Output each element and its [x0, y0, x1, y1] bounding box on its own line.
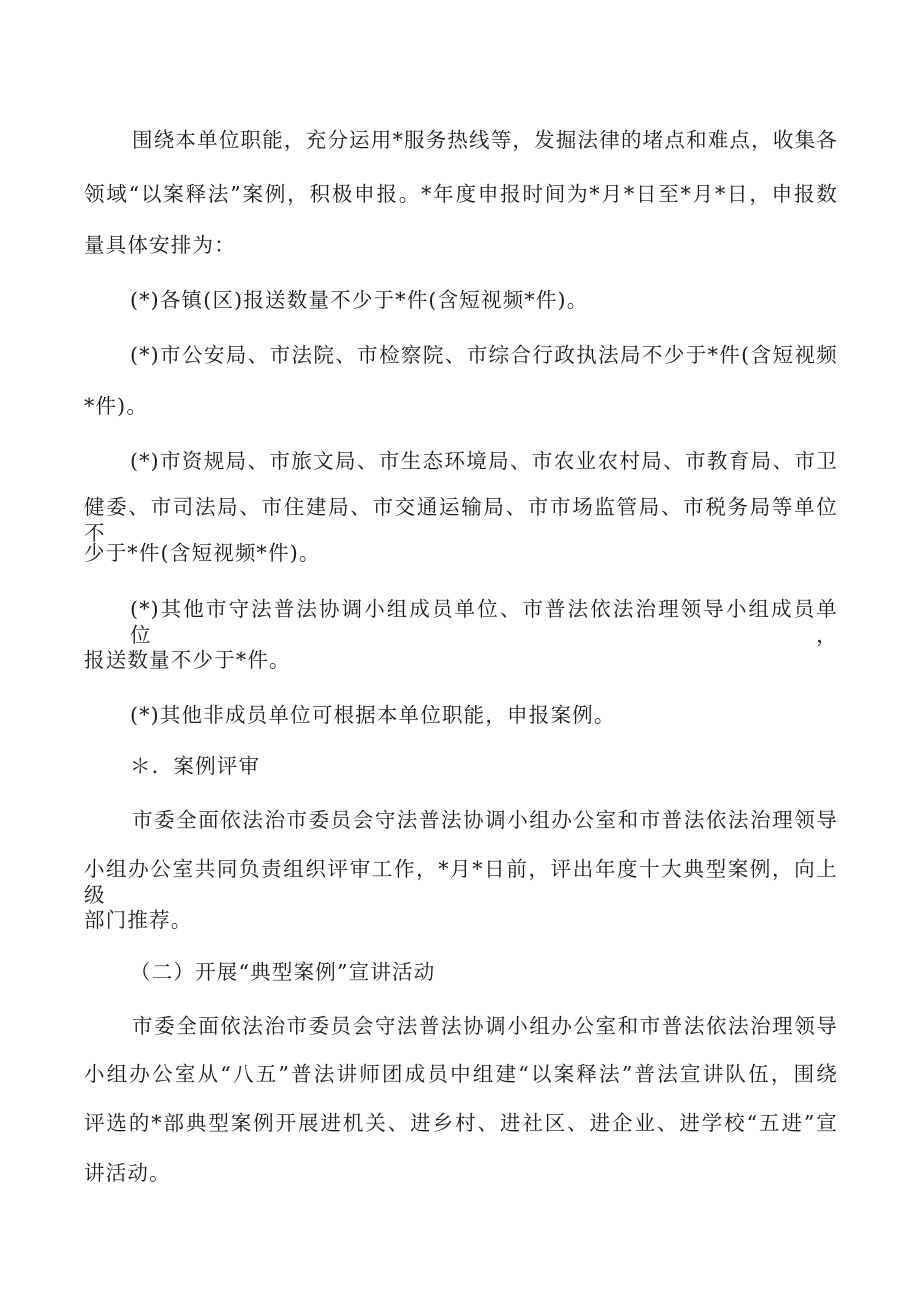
- paragraph-intro-line-3: 量具体安排为：: [84, 233, 236, 257]
- list-item-3-line-1: (*)市资规局、市旅文局、市生态环境局、市农业农村局、市教育局、市卫: [130, 449, 838, 473]
- paragraph-intro-line-2: 领域“以案释法”案例，积极申报。*年度申报时间为*月*日至*月*日，申报数: [84, 182, 838, 206]
- list-item-3-line-3: 少于*件(含短视频*件)。: [84, 541, 321, 565]
- list-item-4-line-2: 报送数量不少于*件。: [84, 648, 291, 672]
- list-item-2-line-1: (*)市公安局、市法院、市检察院、市综合行政执法局不少于*件(含短视频: [130, 343, 838, 367]
- section-heading-case-review: ＊．案例评审: [130, 754, 261, 778]
- paragraph-intro-line-1: 围绕本单位职能，充分运用*服务热线等，发掘法律的堵点和难点，收集各: [132, 128, 838, 152]
- review-body-line-3: 部门推荐。: [84, 908, 193, 932]
- list-item-1: (*)各镇(区)报送数量不少于*件(含短视频*件)。: [130, 288, 589, 312]
- list-item-2-line-2: *件)。: [84, 394, 149, 418]
- review-body-line-1: 市委全面依法治市委员会守法普法协调小组办公室和市普法依法治理领导: [132, 808, 838, 832]
- section-heading-activity: （二）开展“典型案例”宣讲活动: [130, 960, 436, 984]
- review-body-line-2: 小组办公室共同负责组织评审工作，*月*日前，评出年度十大典型案例，向上级: [84, 857, 838, 907]
- list-item-4-line-1: (*)其他市守法普法协调小组成员单位、市普法依法治理领导小组成员单位，: [130, 597, 838, 647]
- activity-body-line-4: 讲活动。: [84, 1161, 171, 1185]
- list-item-5: (*)其他非成员单位可根据本单位职能，申报案例。: [130, 703, 616, 727]
- activity-body-line-3: 评选的*部典型案例开展进机关、进乡村、进社区、进企业、进学校“五进”宣: [84, 1111, 838, 1135]
- list-item-3-line-2: 健委、市司法局、市住建局、市交通运输局、市市场监管局、市税务局等单位不: [84, 495, 838, 545]
- activity-body-line-2: 小组办公室从“八五”普法讲师团成员中组建“以案释法”普法宣讲队伍，围绕: [84, 1062, 838, 1086]
- activity-body-line-1: 市委全面依法治市委员会守法普法协调小组办公室和市普法依法治理领导: [132, 1014, 838, 1038]
